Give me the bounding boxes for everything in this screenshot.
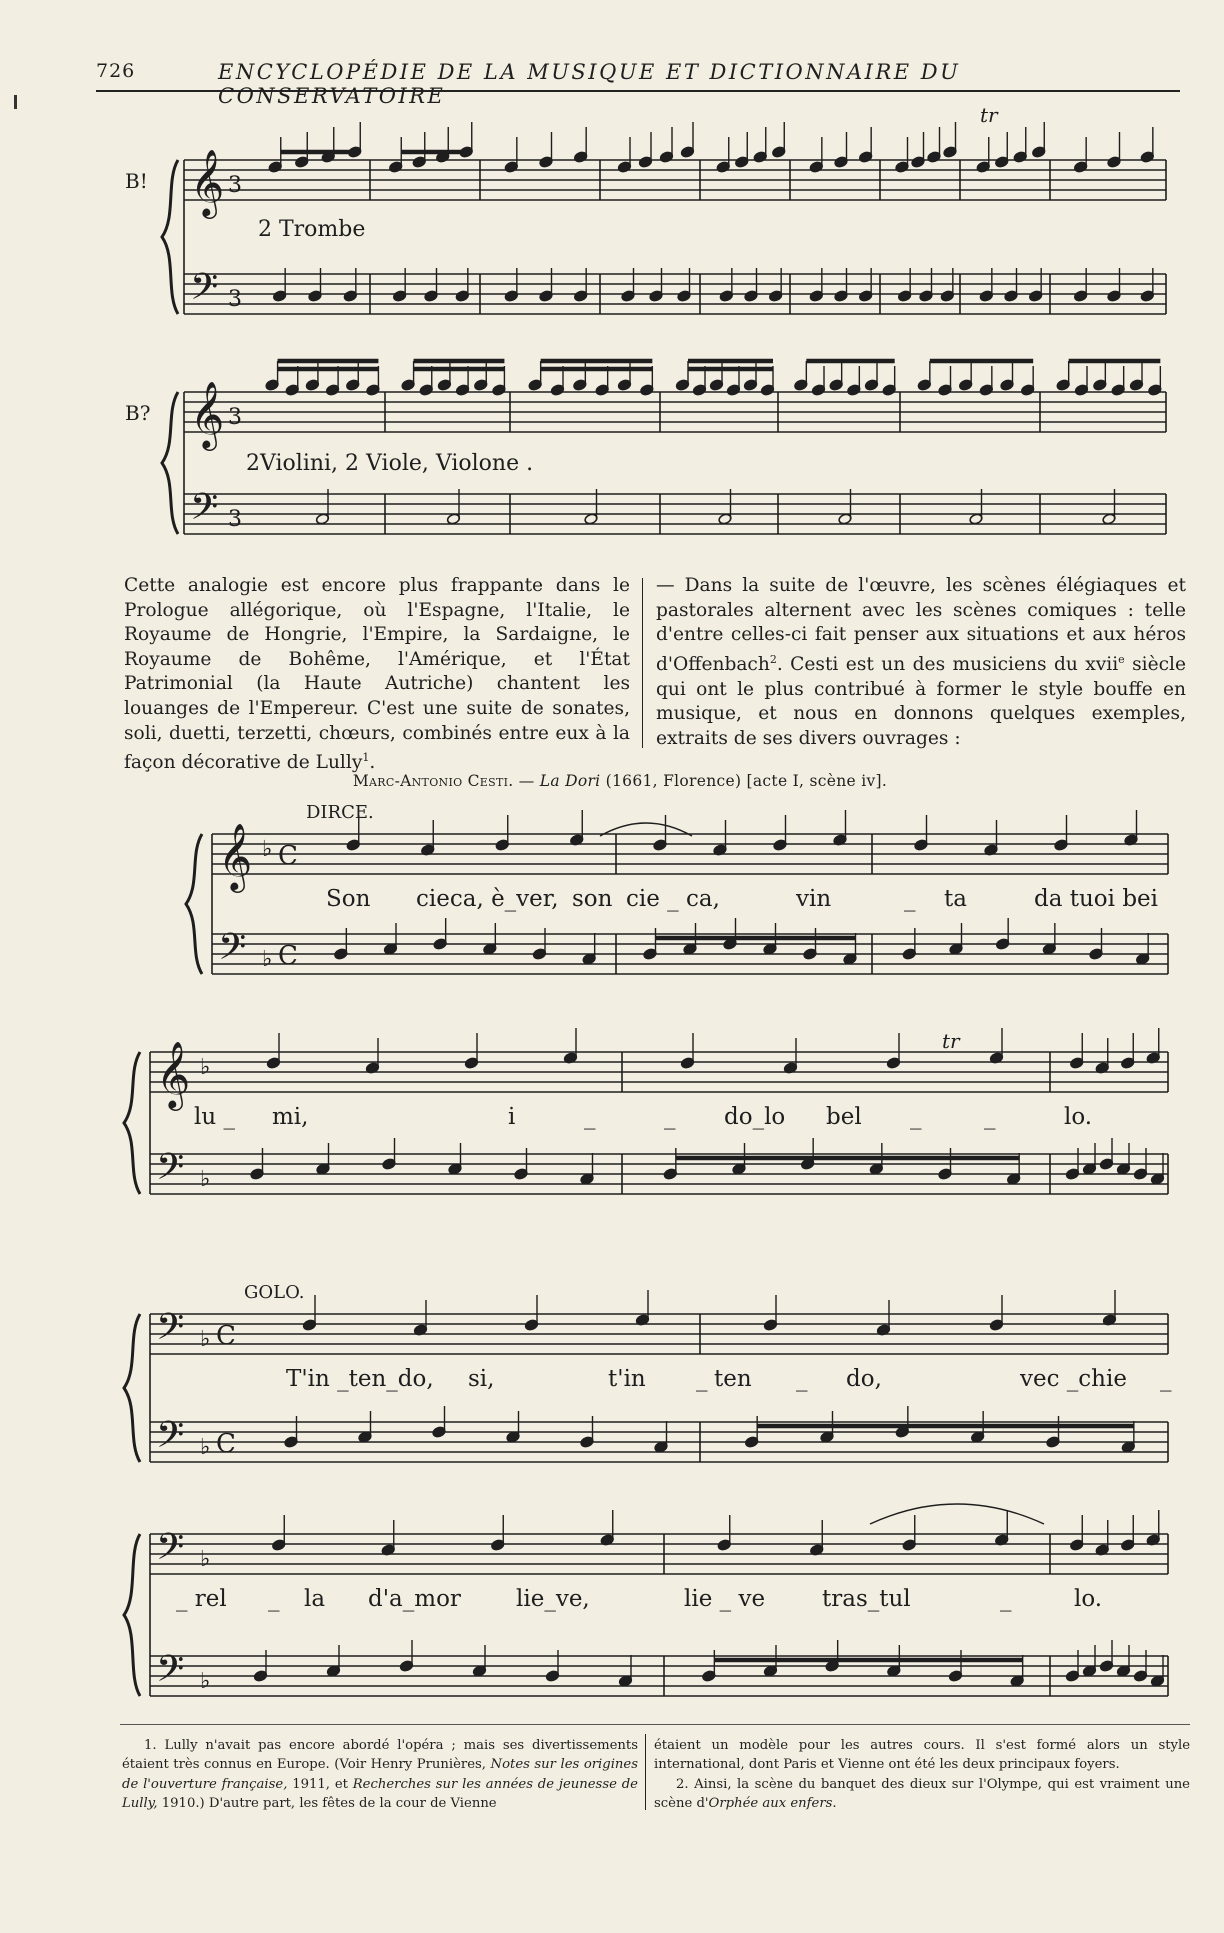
system-brace — [162, 160, 178, 314]
time-signature: 3 — [228, 287, 242, 312]
lyric-syllable: lie _ ve — [684, 1586, 766, 1612]
lyric-syllable: la — [304, 1586, 326, 1612]
bass-clef: 𝄢 — [190, 266, 219, 317]
common-time: C — [278, 941, 298, 971]
footnote-1-text-d: étaient un modèle pour les autres cours. Il s'est formé alors un style international, dont Paris et Vienne ont été les deux principaux foyers. — [654, 1738, 1190, 1773]
lyric-syllable: Son — [326, 886, 371, 912]
lyric-syllable: _ — [910, 1104, 922, 1130]
common-time: C — [216, 1429, 236, 1459]
treble-clef: 𝄞 — [156, 1040, 191, 1108]
column-divider — [642, 578, 643, 748]
flat-sign: ♭ — [200, 1055, 211, 1080]
flat-sign: ♭ — [262, 837, 273, 862]
lyric-syllable: i — [508, 1104, 516, 1130]
flat-sign: ♭ — [200, 1435, 211, 1460]
trill-sign: tr — [942, 1029, 960, 1053]
footnote-1-title-1: Notes sur les origines de l'ouverture française, — [122, 1757, 639, 1792]
footnote-1-text-b: 1911, et — [292, 1776, 348, 1792]
lyric-syllable: _ — [1160, 1366, 1172, 1392]
system-brace — [124, 1052, 140, 1194]
century-superscript: e — [1118, 652, 1125, 666]
lyric-syllable: vec _chie — [1020, 1366, 1127, 1392]
lyric-syllable: si, — [468, 1366, 495, 1392]
trill-sign: tr — [980, 103, 998, 127]
lyric-syllable: lo. — [1074, 1586, 1103, 1612]
lyric-syllable: cieca, è_ver, — [416, 886, 559, 912]
time-signature: 3 — [228, 173, 242, 198]
time-signature: 3 — [228, 507, 242, 532]
lyric-syllable: _ — [984, 1104, 996, 1130]
lyric-syllable: _ — [796, 1366, 808, 1392]
footnote-divider — [645, 1734, 646, 1810]
page-number: 726 — [96, 60, 136, 82]
lyric-syllable: _ — [1000, 1586, 1012, 1612]
lyric-syllable: vin — [796, 886, 832, 912]
footnote-ref-1[interactable]: 1 — [362, 751, 370, 765]
footnote-1-title-2: Recherches sur les années de jeunesse de Lully, — [122, 1776, 638, 1811]
footnote-rule — [120, 1724, 1190, 1725]
instrument-label-b2: 2Violini, 2 Viole, Violone . — [246, 451, 534, 476]
treble-clef: 𝄞 — [190, 380, 225, 448]
footnote-2-text-a: 2. Ainsi, la scène du banquet des dieux sur l'Olympe, qui est vraiment une scène d' — [654, 1776, 1190, 1811]
treble-clef: 𝄞 — [190, 148, 225, 216]
lyric-syllable: _ — [664, 1104, 676, 1130]
lyric-syllable: lo. — [1064, 1104, 1093, 1130]
bass-clef: 𝄢 — [156, 1526, 185, 1577]
running-title: ENCYCLOPÉDIE DE LA MUSIQUE ET DICTIONNAIRE DU CONSERVATOIRE — [218, 60, 961, 108]
lyric-syllable: tras_tul — [822, 1586, 911, 1612]
lyric-syllable: _ — [904, 886, 916, 912]
lyric-syllable: bel — [826, 1104, 862, 1130]
body-text-right-c: siècle qui ont le plus contribué à former le style bouffe en musique, et nous en donnons quelques exemples, extraits de ses divers ouvrages : — [656, 653, 1186, 749]
example-caption — [230, 772, 1010, 790]
lyric-syllable: lie_ve, — [516, 1586, 590, 1612]
caption-details: (1661, Florence) [acte I, scène iv]. — [605, 772, 888, 790]
lyric-syllable: _ rel — [176, 1586, 227, 1612]
flat-sign: ♭ — [200, 1167, 211, 1192]
bass-clef: 𝄢 — [156, 1414, 185, 1465]
footnote-ref-2[interactable]: 2 — [769, 652, 777, 666]
body-text-right-a: — Dans la suite de l'œuvre, les scènes élégiaques et pastorales alternent avec les scènes comiques : telle d'entre celles-ci fait penser aux situations et aux héros d'Offenbach — [656, 575, 1186, 675]
system-brace — [162, 392, 178, 534]
lyric-syllable: son — [572, 886, 613, 912]
common-time: C — [278, 841, 298, 871]
caption-work: La Dori — [539, 772, 601, 790]
body-text-right — [656, 574, 1186, 751]
flat-sign: ♭ — [200, 1547, 211, 1572]
example-label-b2: B? — [125, 401, 151, 425]
character-name: GOLO. — [244, 1282, 305, 1303]
system-brace — [124, 1314, 140, 1462]
bass-clef: 𝄢 — [218, 926, 247, 977]
flat-sign: ♭ — [200, 1669, 211, 1694]
system-brace — [186, 834, 202, 974]
body-text-left-end: . — [369, 752, 376, 774]
body-text-right-b: . Cesti est un des musiciens du xvii — [776, 653, 1119, 675]
character-name: DIRCE. — [306, 802, 374, 823]
bass-clef: 𝄢 — [190, 486, 219, 537]
lyric-syllable: _ — [268, 1586, 280, 1612]
bass-clef: 𝄢 — [156, 1306, 185, 1357]
lyric-syllable: do_lo — [724, 1104, 786, 1130]
footnote-2-title: Orphée aux enfers — [708, 1795, 833, 1811]
common-time: C — [216, 1321, 236, 1351]
body-text-left-content: Cette analogie est encore plus frappante dans le Prologue allégorique, où l'Espagne, l'Italie, le Royaume de Hongrie, l'Empire, la Sardaigne, le Royaume de Bohême, l'Amérique, et l'État Patrimonial (la Haute Autriche) chantent les louanges de l'Empereur. C'est une suite de sonates, soli, duetti, terzetti, chœurs, combinés entre eux à la façon décorative de Lully — [124, 575, 630, 774]
slur — [870, 1504, 1044, 1524]
lyric-syllable: ten — [714, 1366, 752, 1392]
flat-sign: ♭ — [200, 1327, 211, 1352]
footnote-2-text-b: . — [832, 1795, 837, 1811]
caption-composer: Marc-Antonio Cesti. — — [352, 772, 535, 790]
lyric-syllable: t'in — [608, 1366, 646, 1392]
example-label-b1: B! — [125, 169, 148, 193]
footnote-1-text-c: 1910.) D'autre part, les fêtes de la cour de Vienne — [161, 1795, 497, 1811]
lyric-syllable: T'in _ten_do, — [286, 1366, 434, 1392]
footnotes-left — [122, 1736, 638, 1813]
instrument-label-b1: 2 Trombe — [258, 217, 366, 242]
flat-sign: ♭ — [262, 947, 273, 972]
lyric-syllable: mi, — [272, 1104, 309, 1130]
system-brace — [124, 1534, 140, 1696]
lyric-syllable: da tuoi bei — [1034, 886, 1159, 912]
lyric-syllable: cie _ ca, — [626, 886, 720, 912]
footnote-1-text-a: 1. Lully n'avait pas encore abordé l'opéra ; mais ses divertissements étaient très connus en Europe. (Voir Henry Prunières, — [122, 1738, 638, 1773]
treble-clef: 𝄞 — [218, 822, 253, 890]
time-signature: 3 — [228, 405, 242, 430]
lyric-syllable: _ — [696, 1366, 708, 1392]
lyric-syllable: ta — [944, 886, 967, 912]
lyric-syllable: d'a_mor — [368, 1586, 461, 1612]
lyric-syllable: lu _ — [194, 1104, 235, 1130]
body-text-left — [124, 574, 630, 776]
footnotes-right — [654, 1736, 1190, 1813]
lyric-syllable: do, — [846, 1366, 882, 1392]
lyric-syllable: _ — [584, 1104, 596, 1130]
bass-clef: 𝄢 — [156, 1146, 185, 1197]
bass-clef: 𝄢 — [156, 1648, 185, 1699]
